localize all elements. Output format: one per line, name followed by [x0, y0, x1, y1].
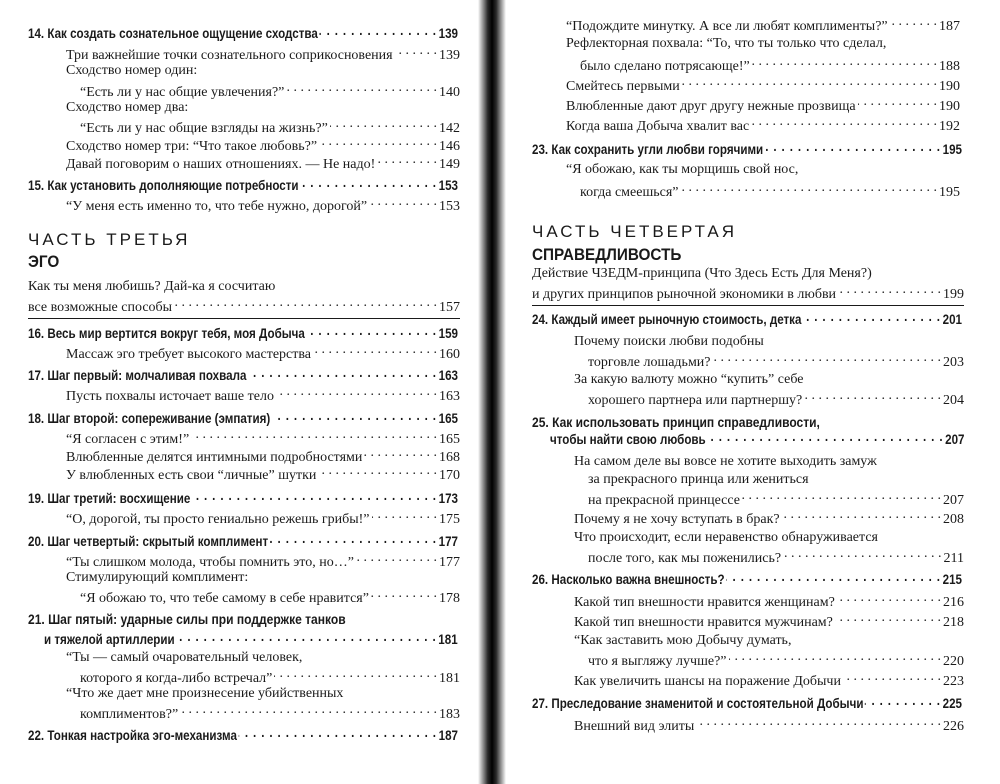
- toc-entry-line: За какую валюту можно “купить” себе: [574, 372, 804, 387]
- toc-entry[interactable]: Давай поговорим о наших отношениях. — Не надо! . . . 149: [66, 154, 460, 173]
- toc-chapter[interactable]: 19. Шаг третий: восхищение . . . 173: [28, 489, 458, 506]
- toc-entry-line: Сходство номер один:: [66, 63, 198, 78]
- toc-chapter[interactable]: 22. Тонкая настройка эго-механизма . . . 187: [28, 726, 458, 743]
- toc-entry[interactable]: “Есть ли у нас общие взгляды на жизнь?” . . . 142: [80, 118, 460, 137]
- book-spine: [478, 0, 506, 784]
- toc-entry-line: “Что же дает мне произнесение убийственных: [66, 686, 344, 701]
- toc-chapter[interactable]: 17. Шаг первый: молчаливая похвала . . . 163: [28, 366, 458, 383]
- toc-entry[interactable]: “Есть ли у нас общие увлечения?” . . . 140: [80, 82, 460, 101]
- toc-entry[interactable]: хорошего партнера или партнершу? . . . 204: [588, 390, 964, 409]
- part-intro-line: Как ты меня любишь? Дай-ка я сосчитаю: [28, 279, 276, 294]
- chapter-title: 14. Как создать сознательное ощущение сходства: [28, 25, 318, 41]
- toc-entry-line: “Как заставить мою Добычу думать,: [574, 633, 792, 648]
- toc-chapter[interactable]: 23. Как сохранить угли любви горячими . . . 195: [532, 140, 962, 157]
- toc-entry[interactable]: Массаж эго требует высокого мастерства . . . 160: [66, 344, 460, 363]
- toc-entry[interactable]: комплиментов?” . . . 183: [80, 704, 460, 723]
- toc-chapter[interactable]: 20. Шаг четвертый: скрытый комплимент . . . 177: [28, 532, 458, 549]
- toc-entry[interactable]: У влюбленных есть свои “личные” шутки . . . 170: [66, 465, 460, 484]
- toc-chapter[interactable]: 15. Как установить дополняющие потребности . . . 153: [28, 176, 458, 193]
- toc-entry-line: На самом деле вы вовсе не хотите выходить замуж: [574, 454, 877, 469]
- part-intro-line: Действие ЧЗЕДМ-принципа (Что Здесь Есть Для Меня?): [532, 266, 872, 281]
- toc-entry[interactable]: Почему я не хочу вступать в брак? . . . 208: [574, 509, 964, 528]
- toc-entry-line: “Я обожаю, как ты морщишь свой нос,: [566, 162, 799, 177]
- part-title: СПРАВЕДЛИВОСТЬ: [532, 245, 682, 264]
- toc-entry[interactable]: и других принципов рыночной экономики в любви . . . 199: [532, 284, 964, 303]
- toc-entry[interactable]: Пусть похвалы источает ваше тело . . . 163: [66, 386, 460, 405]
- toc-entry[interactable]: Когда ваша Добыча хвалит вас . . . 192: [566, 116, 960, 135]
- toc-entry[interactable]: “О, дорогой, ты просто гениально режешь грибы!” . . . 175: [66, 509, 460, 528]
- toc-entry[interactable]: Влюбленные делятся интимными подробностями . . . 168: [66, 447, 460, 466]
- toc-entry[interactable]: “Я обожаю то, что тебе самому в себе нравится” . . . 178: [80, 588, 460, 607]
- divider: [532, 305, 964, 306]
- toc-chapter[interactable]: 26. Насколько важна внешность? . . . 215: [532, 570, 962, 587]
- page-number: 139: [438, 25, 458, 41]
- toc-entry[interactable]: “Подождите минутку. А все ли любят комплименты?” . . . 187: [566, 16, 960, 35]
- toc-entry[interactable]: что я выгляжу лучше?” . . . 220: [588, 651, 964, 670]
- toc-entry[interactable]: “Я согласен с этим!” . . . 165: [66, 429, 460, 448]
- toc-entry-line: Почему поиски любви подобны: [574, 334, 764, 349]
- toc-entry-line: Что происходит, если неравенство обнаруживается: [574, 530, 878, 545]
- toc-entry[interactable]: когда смеешься” . . . 195: [580, 182, 960, 201]
- toc-entry[interactable]: все возможные способы . . . 157: [28, 297, 460, 316]
- toc-chapter[interactable]: [28, 24, 458, 41]
- toc-entry[interactable]: Три важнейшие точки сознательного соприкосновения . . . 139: [66, 45, 460, 64]
- part-label: ЧАСТЬ ТРЕТЬЯ: [28, 230, 191, 249]
- toc-entry[interactable]: Какой тип внешности нравится мужчинам? . . . 218: [574, 612, 964, 631]
- toc-entry[interactable]: Смейтесь первыми . . . 190: [566, 76, 960, 95]
- toc-entry-line: “Ты — самый очаровательный человек,: [66, 650, 303, 665]
- toc-entry-line: Сходство номер два:: [66, 100, 189, 115]
- toc-entry[interactable]: Как увеличить шансы на поражение Добычи . . . 223: [574, 671, 964, 690]
- part-title: ЭГО: [28, 252, 60, 271]
- part-label: ЧАСТЬ ЧЕТВЕРТАЯ: [532, 222, 738, 241]
- toc-entry-line: Стимулирующий комплимент:: [66, 570, 249, 585]
- toc-chapter[interactable]: 27. Преследование знаменитой и состоятельной Добычи . . . 225: [532, 694, 962, 711]
- toc-entry[interactable]: Какой тип внешности нравится женщинам? . . . 216: [574, 592, 964, 611]
- chapter-title-line: 25. Как использовать принцип справедливости,: [532, 414, 820, 430]
- right-page: [506, 0, 1000, 784]
- toc-entry[interactable]: было сделано потрясающе!” . . . 188: [580, 56, 960, 75]
- toc-entry[interactable]: торговле лошадьми? . . . 203: [588, 352, 964, 371]
- toc-entry[interactable]: Внешний вид элиты . . . 226: [574, 716, 964, 735]
- toc-chapter[interactable]: 18. Шаг второй: сопереживание (эмпатия) . . . 165: [28, 409, 458, 426]
- toc-chapter[interactable]: и тяжелой артиллерии . . . 181: [44, 630, 458, 647]
- toc-entry[interactable]: Влюбленные дают друг другу нежные прозвища . . . 190: [566, 96, 960, 115]
- toc-entry[interactable]: после того, как мы поженились? . . . 211: [588, 548, 964, 567]
- toc-entry[interactable]: на прекрасной принцессе . . . 207: [588, 490, 964, 509]
- toc-chapter[interactable]: 16. Весь мир вертится вокруг тебя, моя Добыча . . . 159: [28, 324, 458, 341]
- chapter-title-line: 21. Шаг пятый: ударные силы при поддержке танков: [28, 611, 346, 627]
- toc-chapter[interactable]: 24. Каждый имеет рыночную стоимость, детка . . . 201: [532, 310, 962, 327]
- toc-entry-line: за прекрасного принца или жениться: [588, 472, 809, 487]
- toc-chapter[interactable]: чтобы найти свою любовь . . . 207: [550, 430, 965, 447]
- toc-entry[interactable]: “У меня есть именно то, что тебе нужно, дорогой” . . . 153: [66, 196, 460, 215]
- toc-entry[interactable]: “Ты слишком молода, чтобы помнить это, но…” . . . 177: [66, 552, 460, 571]
- toc-entry[interactable]: Сходство номер три: “Что такое любовь?” . . . 146: [66, 136, 460, 155]
- divider: [28, 318, 460, 319]
- toc-entry[interactable]: которого я когда-либо встречал” . . . 181: [80, 668, 460, 687]
- toc-entry-line: Рефлекторная похвала: “То, что ты только что сделал,: [566, 36, 887, 51]
- left-page: [0, 0, 478, 784]
